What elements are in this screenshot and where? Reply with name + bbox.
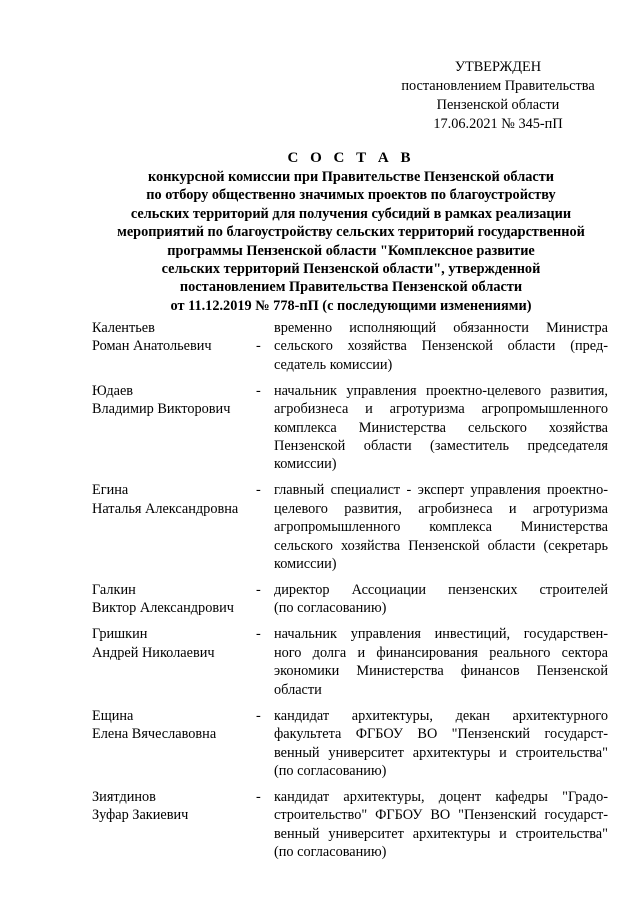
position-line: области	[274, 681, 322, 698]
position-line: комиссии)	[274, 556, 337, 573]
member-dash: -	[256, 382, 261, 399]
position-line: (по согласованию)	[274, 600, 387, 617]
member-name	[92, 382, 256, 419]
title-line: программы Пензенской области "Комплексное развитие	[167, 242, 535, 259]
document-title	[60, 148, 640, 315]
position-line: строительство" ФГБОУ ВО "Пензенский государст-	[274, 807, 608, 824]
member-row	[92, 788, 608, 862]
position-line: начальник управления проектно-целевого развития,	[274, 382, 608, 399]
member-given-name: Зуфар Закиевич	[92, 807, 189, 824]
member-dash: -	[256, 482, 261, 499]
member-row	[92, 625, 608, 699]
position-line: сельского хозяйства Пензенской области (секретарь	[274, 537, 608, 554]
member-row	[92, 707, 608, 781]
title-line: по отбору общественно значимых проектов по благоустройству	[146, 187, 556, 204]
position-line: агробизнеса и агротуризма агропромышленного	[274, 401, 608, 418]
member-position	[274, 581, 608, 618]
position-line: факультета ФГБОУ ВО "Пензенский государст-	[274, 726, 608, 743]
member-position	[274, 481, 608, 573]
position-line: кандидат архитектуры, декан архитектурного	[274, 707, 608, 724]
member-list	[92, 319, 608, 869]
title-line: мероприятий по благоустройству сельских территорий государственной	[117, 224, 585, 241]
member-position	[274, 788, 608, 862]
member-position	[274, 707, 608, 781]
member-given-name: Елена Вячеславовна	[92, 726, 217, 743]
member-dash: -	[256, 707, 261, 724]
position-line: сельского хозяйства Пензенской области (пред-	[274, 338, 608, 355]
position-line: ного долга и финансирования реального сектора	[274, 644, 608, 661]
position-line: венный университет архитектуры и строительства"	[274, 744, 608, 761]
member-name	[92, 481, 256, 518]
position-line: директор Ассоциации пензенских строителей	[274, 582, 608, 599]
position-line: (по согласованию)	[274, 844, 387, 861]
position-line: временно исполняющий обязанности Министра	[274, 320, 608, 336]
member-surname: Егина	[92, 482, 129, 499]
title-line: сельских территорий для получения субсидий в рамках реализации	[130, 205, 572, 222]
approval-stamp	[390, 58, 606, 134]
position-line: комплекса Министерства сельского хозяйства	[274, 419, 608, 436]
member-given-name: Андрей Николаевич	[92, 644, 215, 661]
member-given-name: Наталья Александровна	[92, 500, 239, 517]
member-position	[274, 625, 608, 699]
approval-line: Пензенской области	[436, 97, 560, 113]
member-position	[274, 319, 608, 374]
position-line: седатель комиссии)	[274, 356, 393, 373]
member-dash: -	[256, 626, 261, 643]
member-surname: Калентьев	[92, 320, 155, 336]
member-dash: -	[256, 582, 261, 599]
position-line: целевого развития, агробизнеса и агротуризма	[274, 500, 608, 517]
member-name	[92, 319, 256, 356]
position-line: Пензенской области (заместитель председателя	[274, 438, 608, 455]
member-surname: Гришкин	[92, 626, 148, 643]
title-heading: С О С Т А В	[287, 150, 415, 166]
position-line: (по согласованию)	[274, 762, 387, 779]
member-position	[274, 382, 608, 474]
title-line: от 11.12.2019 № 778-пП (с последующими изменениями)	[170, 297, 532, 314]
member-dash: -	[256, 338, 261, 355]
member-row	[92, 581, 608, 618]
member-name	[92, 581, 256, 618]
member-given-name: Владимир Викторович	[92, 401, 231, 418]
position-line: начальник управления инвестиций, государствен-	[274, 626, 608, 643]
title-line: сельских территорий Пензенской области", утвержденной	[161, 261, 541, 278]
member-surname: Ещина	[92, 707, 134, 724]
position-line: агропромышленного комплекса Министерства	[274, 519, 608, 536]
member-surname: Галкин	[92, 582, 136, 599]
member-name	[92, 788, 256, 825]
member-name	[92, 625, 256, 662]
member-row	[92, 382, 608, 474]
approval-line: постановлением Правительства	[401, 78, 595, 94]
position-line: главный специалист - эксперт управления проектно-	[274, 482, 608, 499]
approval-heading: УТВЕРЖДЕН	[454, 59, 542, 75]
member-surname: Юдаев	[92, 382, 134, 399]
member-given-name: Виктор Александрович	[92, 600, 234, 617]
position-line: экономики Министерства финансов Пензенской	[274, 663, 608, 680]
title-line: постановлением Правительства Пензенской области	[179, 279, 523, 296]
position-line: комиссии)	[274, 456, 337, 473]
position-line: венный университет архитектуры и строительства"	[274, 825, 608, 842]
position-line: кандидат архитектуры, доцент кафедры "Градо-	[274, 788, 608, 805]
member-given-name: Роман Анатольевич	[92, 338, 212, 355]
member-name	[92, 707, 256, 744]
member-row	[92, 481, 608, 573]
member-dash: -	[256, 788, 261, 805]
title-line: конкурсной комиссии при Правительстве Пензенской области	[148, 169, 554, 185]
member-row	[92, 319, 608, 374]
member-surname: Зиятдинов	[92, 788, 156, 805]
approval-date-number: 17.06.2021 № 345-пП	[433, 116, 563, 132]
